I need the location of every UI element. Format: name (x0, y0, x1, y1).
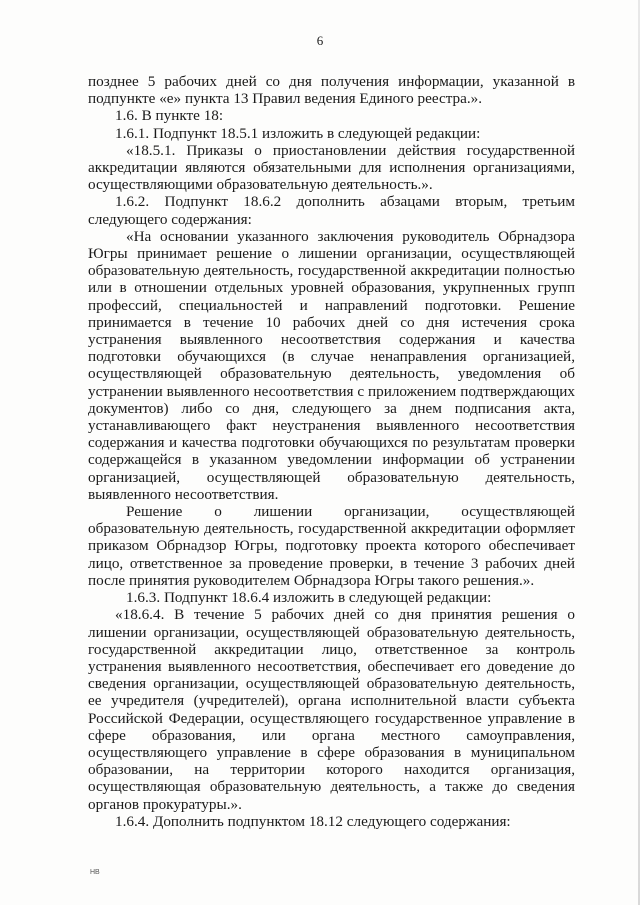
page-number: 6 (316, 33, 324, 48)
paragraph-item-1-6-4: 1.6.4. Дополнить подпунктом 18.12 следующего содержания: (115, 812, 511, 830)
paragraph-item-1-6: 1.6. В пункте 18: (115, 107, 224, 125)
paragraph-quote-18-6-2: «На основании указанного заключения руководитель Обрнадзора Югры принимает решение о лишении организации, осуществляющей образовательную деятельность, государственной аккредитации полностью или в отношении отдельных уровней образования, укрупненных групп профессий, специальностей и направлений подготовки. Решение принимается в течение 10 рабочих дней со дня истечения срока устранения выявленного несоответствия содержания и качества подготовки обучающихся (в случае ненаправления организацией, осуществляющей образовательную деятельность, уведомления об устранении выявленного несоответствия с приложением подтверждающих документов) либо со дня, следующего за днем подписания акта, устанавливающего факт неустранения выявленного несоответствия содержания и качества подготовки обучающихся по результатам проверки содержащейся в указанном уведомлении информации об устранении организацией, осуществляющей образовательную деятельность, выявленного несоответствия. (88, 227, 575, 503)
footer-mark: НВ (90, 869, 100, 876)
document-body (88, 73, 575, 830)
paragraph-quote-18-5-1: «18.5.1. Приказы о приостановлении действия государственной аккредитации являются обязательными для исполнения организациями, осуществляющими образовательную деятельность.». (88, 141, 575, 194)
paragraph-continuation: позднее 5 рабочих дней со дня получения информации, указанной в подпункте «е» пункта 13 Правил ведения Единого реестра.». (88, 73, 575, 108)
paragraph-item-1-6-1: 1.6.1. Подпункт 18.5.1 изложить в следующей редакции: (115, 124, 481, 142)
paragraph-item-1-6-2: 1.6.2. Подпункт 18.6.2 дополнить абзацами вторым, третьим следующего содержания: (88, 193, 575, 228)
paragraph-decision: Решение о лишении организации, осуществляющей образовательную деятельность, государственной аккредитации оформляет приказом Обрнадзор Югры, подготовку проекта которого обеспечивает лицо, ответственное за проведение проверки, в течение 3 рабочих дней после принятия руководителем Обрнадзора Югры такого решения.». (88, 503, 575, 589)
paragraph-quote-18-6-4: «18.6.4. В течение 5 рабочих дней со дня принятия решения о лишении организации, осуществляющей образовательную деятельность, государственной аккредитации лицо, ответственное за контроль устранения выявленного несоответствия, обеспечивает его доведение до сведения организации, осуществляющей образовательную деятельность, ее учредителя (учредителей), органа исполнительной власти субъекта Российской Федерации, осуществляющего государственное управление в сфере образования, или органа местного самоуправления, осуществляющего управление в сфере образования в муниципальном образовании, на территории которого находится организация, осуществляющая образовательную деятельность, а также до сведения органов прокуратуры.». (88, 606, 575, 813)
paragraph-item-1-6-3: 1.6.3. Подпункт 18.6.4 изложить в следующей редакции: (126, 589, 492, 607)
